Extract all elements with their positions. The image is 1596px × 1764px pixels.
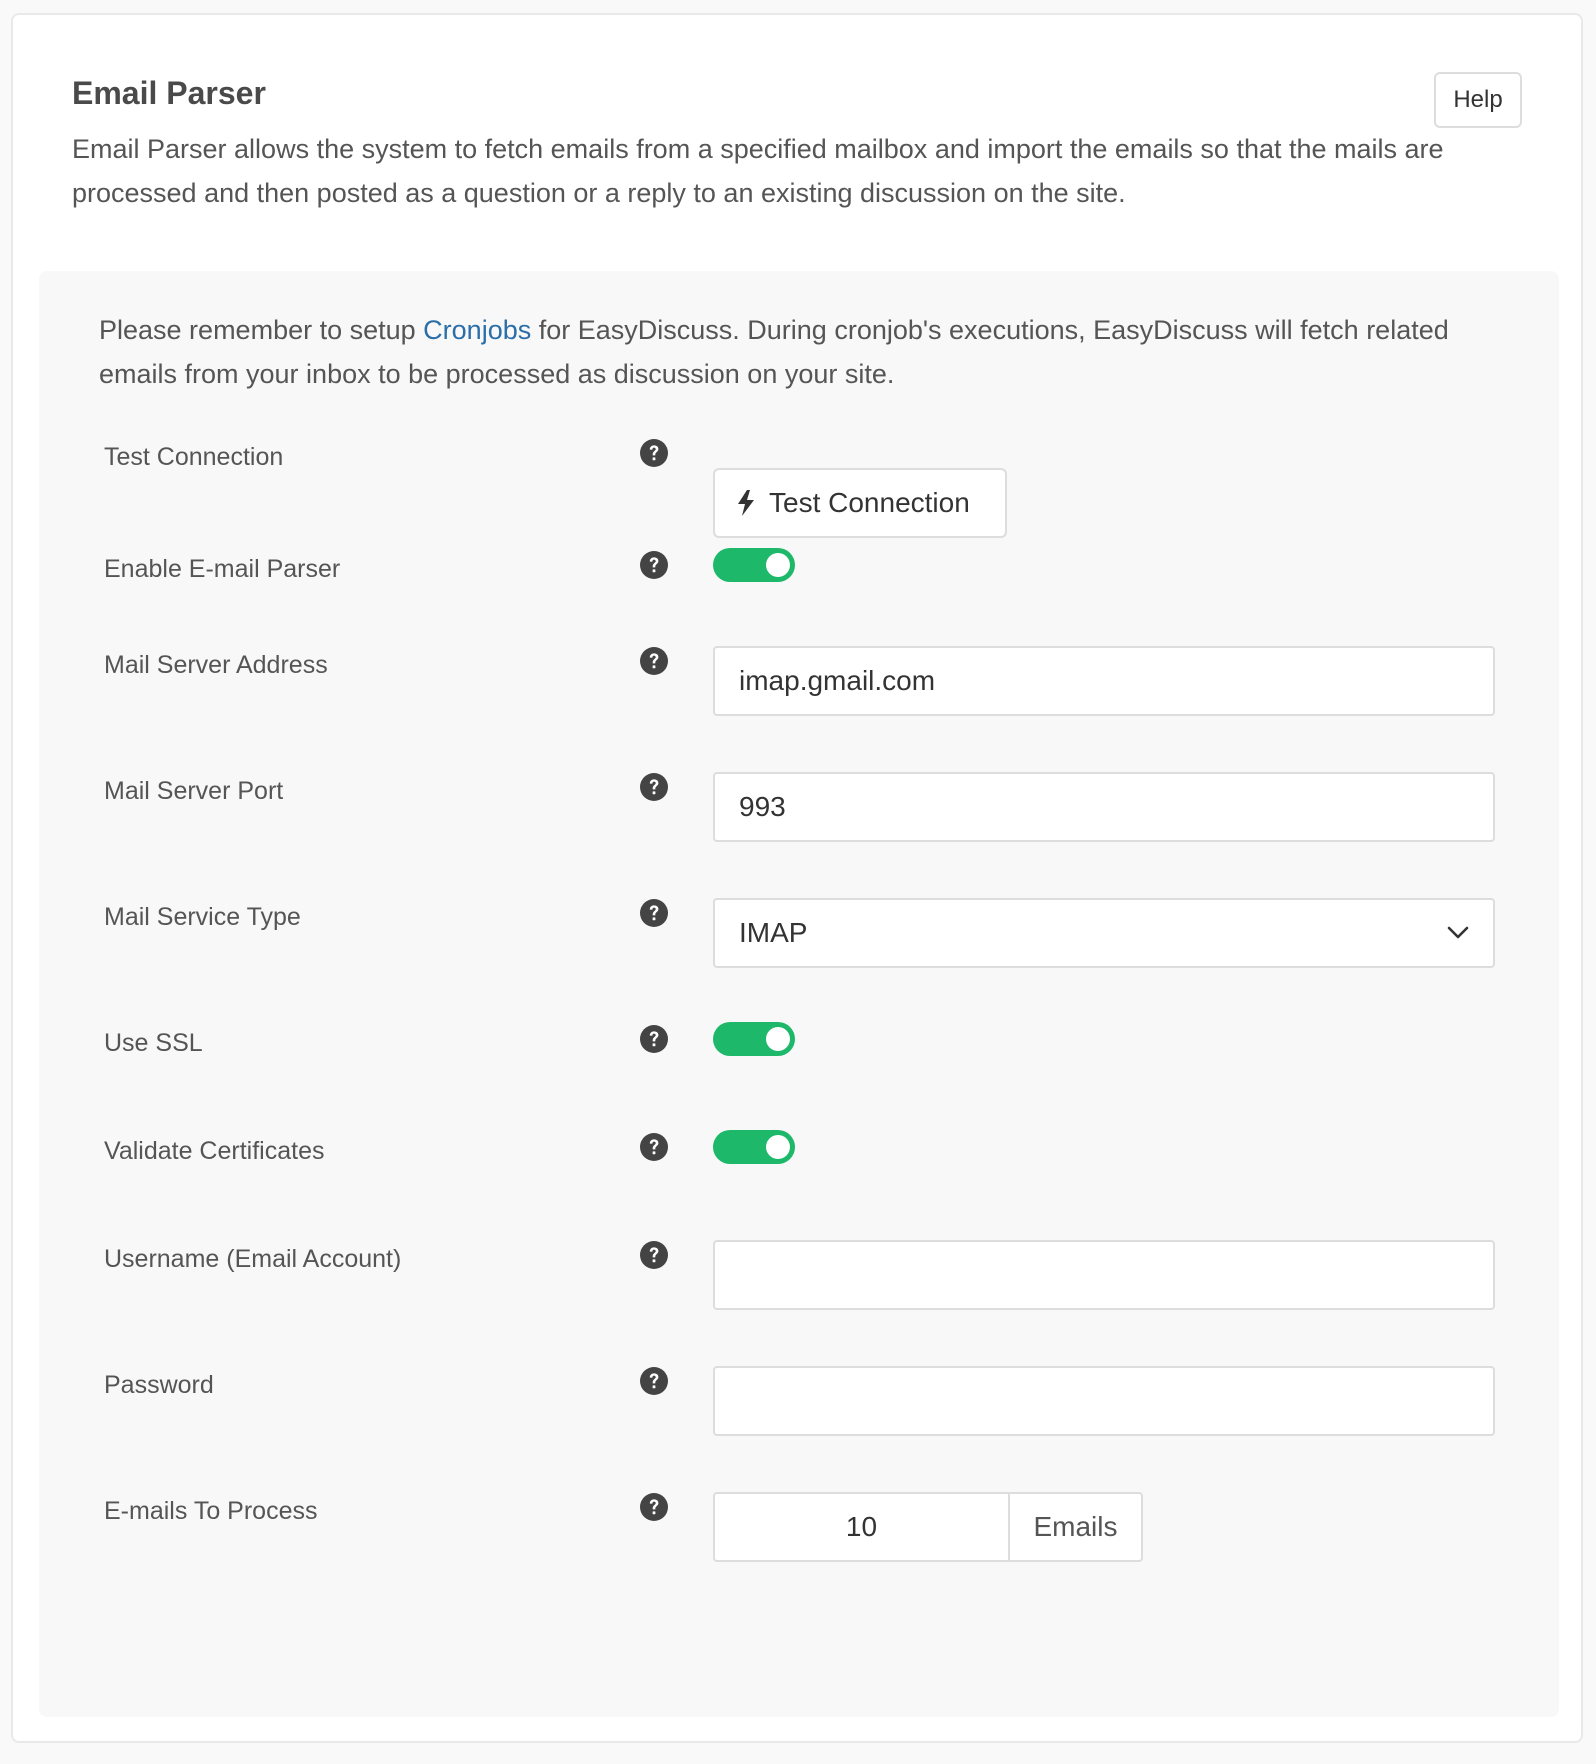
question-circle-icon[interactable] xyxy=(640,1133,668,1161)
use-ssl-toggle[interactable] xyxy=(713,1022,795,1056)
question-circle-icon[interactable] xyxy=(640,647,668,675)
use-ssl-label: Use SSL xyxy=(104,1029,203,1057)
question-circle-icon[interactable] xyxy=(640,773,668,801)
question-circle-icon[interactable] xyxy=(640,1025,668,1053)
toggle-knob xyxy=(766,1135,790,1159)
question-circle-icon[interactable] xyxy=(640,1367,668,1395)
username-label: Username (Email Account) xyxy=(104,1245,402,1273)
page-title: Email Parser xyxy=(72,75,266,111)
server-port-input[interactable] xyxy=(713,772,1495,842)
question-circle-icon[interactable] xyxy=(640,439,668,467)
test-connection-button-label: Test Connection xyxy=(769,487,970,518)
username-input[interactable] xyxy=(713,1240,1495,1310)
service-type-selected: IMAP xyxy=(739,917,808,948)
emails-to-process-input[interactable] xyxy=(713,1492,1008,1562)
cronjob-notice xyxy=(99,308,1499,396)
test-connection-label: Test Connection xyxy=(104,443,284,471)
chevron-down-icon xyxy=(1447,926,1469,940)
notice-text-before: Please remember to setup xyxy=(99,315,424,345)
enable-parser-label: Enable E-mail Parser xyxy=(104,555,341,583)
server-address-input[interactable] xyxy=(713,646,1495,716)
help-button[interactable]: Help xyxy=(1434,72,1522,128)
server-address-label: Mail Server Address xyxy=(104,651,328,679)
toggle-knob xyxy=(766,1027,790,1051)
cronjobs-link[interactable]: Cronjobs xyxy=(423,315,532,345)
page-description: Email Parser allows the system to fetch emails from a specified mailbox and import the emails so that the mails are processed and then posted as a question or a reply to an existing discussion on the site. xyxy=(72,134,1444,208)
notice-text-after: for EasyDiscuss. During cronjob's executions, EasyDiscuss will fetch related emails from your inbox to be processed as discussion on your site. xyxy=(99,315,1449,389)
emails-to-process-label: E-mails To Process xyxy=(104,1497,318,1525)
validate-certs-label: Validate Certificates xyxy=(104,1137,325,1165)
emails-to-process-group xyxy=(713,1492,1143,1562)
service-type-label: Mail Service Type xyxy=(104,903,301,931)
question-circle-icon[interactable] xyxy=(640,1493,668,1521)
bolt-icon xyxy=(737,490,755,516)
server-port-label: Mail Server Port xyxy=(104,777,284,805)
test-connection-button[interactable] xyxy=(713,468,1007,538)
question-circle-icon[interactable] xyxy=(640,899,668,927)
toggle-knob xyxy=(766,553,790,577)
question-circle-icon[interactable] xyxy=(640,1241,668,1269)
email-parser-card xyxy=(11,13,1583,1743)
password-label: Password xyxy=(104,1371,214,1399)
password-input[interactable] xyxy=(713,1366,1495,1436)
emails-unit-addon: Emails xyxy=(1008,1492,1143,1562)
question-circle-icon[interactable] xyxy=(640,551,668,579)
validate-certs-toggle[interactable] xyxy=(713,1130,795,1164)
service-type-select[interactable] xyxy=(713,898,1495,968)
enable-parser-toggle[interactable] xyxy=(713,548,795,582)
settings-panel xyxy=(39,271,1559,1717)
